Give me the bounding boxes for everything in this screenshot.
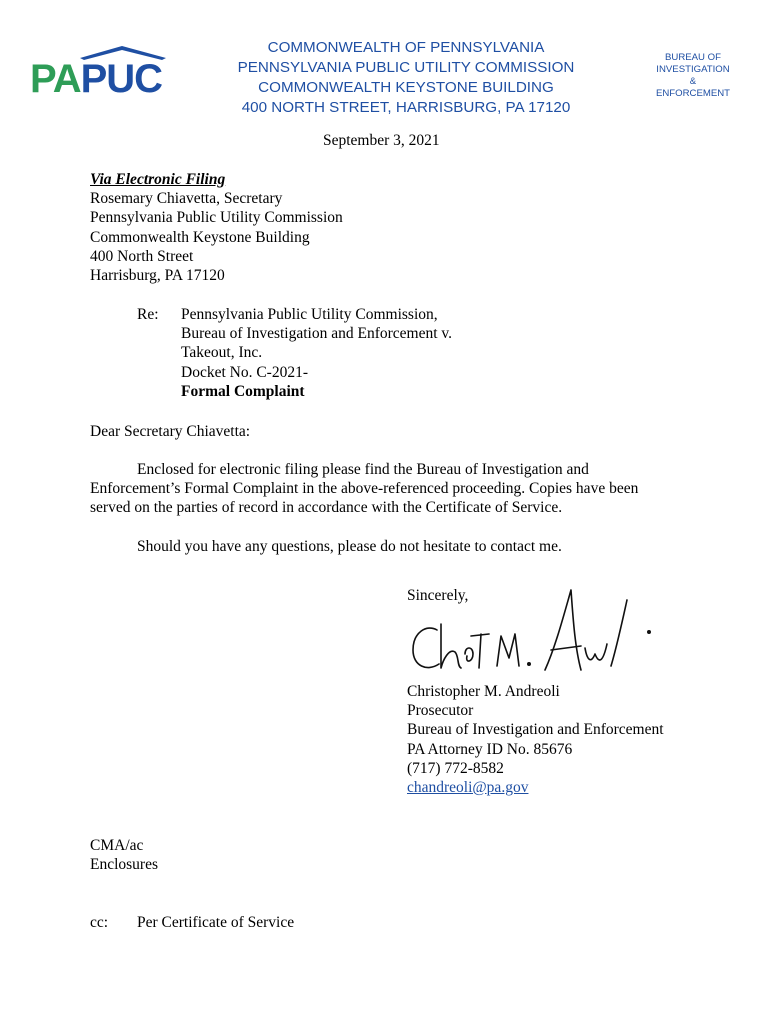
- signature-block: [407, 682, 664, 797]
- recipient-line: Harrisburg, PA 17120: [90, 266, 225, 284]
- cc-value: Per Certificate of Service: [137, 914, 295, 931]
- svg-text:PAPUC: PAPUC: [30, 57, 163, 96]
- initials-block: [90, 836, 158, 874]
- bureau-line: &: [689, 76, 697, 87]
- bureau-line: INVESTIGATION: [656, 64, 730, 75]
- re-line: Takeout, Inc.: [181, 344, 263, 362]
- papuc-logo: [30, 44, 166, 96]
- closing: Sincerely,: [407, 587, 469, 604]
- typist-initials: CMA/ac: [90, 837, 144, 854]
- paragraph-line: Enclosed for electronic filing please find the Bureau of Investigation and: [137, 461, 589, 478]
- signer-attorney-id: PA Attorney ID No. 85676: [407, 740, 573, 758]
- recipient-block: [90, 170, 343, 285]
- letterhead-line: COMMONWEALTH KEYSTONE BUILDING: [258, 79, 554, 96]
- recipient-line: Commonwealth Keystone Building: [90, 228, 310, 246]
- letterhead-line: COMMONWEALTH OF PENNSYLVANIA: [267, 39, 545, 56]
- bureau-line: ENFORCEMENT: [655, 88, 731, 99]
- signer-email-link[interactable]: chandreoli@pa.gov: [407, 778, 529, 796]
- letter-date: September 3, 2021: [323, 132, 440, 149]
- re-line: Pennsylvania Public Utility Commission,: [181, 306, 438, 323]
- via-electronic-filing: Via Electronic Filing: [90, 171, 226, 188]
- letterhead-line: 400 NORTH STREET, HARRISBURG, PA 17120: [241, 99, 571, 116]
- cc-label: cc:: [90, 914, 109, 931]
- letterhead-line: PENNSYLVANIA PUBLIC UTILITY COMMISSION: [237, 59, 575, 76]
- recipient-line: 400 North Street: [90, 247, 194, 265]
- re-line: Bureau of Investigation and Enforcement v.: [181, 325, 453, 343]
- body-paragraph-2: Should you have any questions, please do not hesitate to contact me.: [137, 538, 562, 555]
- enclosures-note: Enclosures: [90, 856, 159, 874]
- re-subject: [181, 305, 452, 401]
- letterhead-address: [220, 38, 592, 118]
- paragraph-line: served on the parties of record in accordance with the Certificate of Service.: [90, 499, 563, 517]
- re-label: Re:: [137, 306, 159, 323]
- salutation: Dear Secretary Chiavetta:: [90, 423, 251, 440]
- re-line: Docket No. C-2021-: [181, 363, 308, 381]
- handwritten-signature: [405, 588, 655, 678]
- bureau-label: [640, 52, 746, 100]
- signer-bureau: Bureau of Investigation and Enforcement: [407, 721, 664, 739]
- signer-name: Christopher M. Andreoli: [407, 683, 560, 700]
- bureau-line: BUREAU OF: [665, 52, 721, 63]
- recipient-line: Rosemary Chiavetta, Secretary: [90, 190, 283, 208]
- recipient-line: Pennsylvania Public Utility Commission: [90, 209, 343, 227]
- signer-title: Prosecutor: [407, 702, 474, 720]
- body-paragraph-1: [90, 460, 638, 518]
- signer-phone: (717) 772-8582: [407, 759, 504, 777]
- paragraph-line: Enforcement’s Formal Complaint in the above-referenced proceeding. Copies have been: [90, 480, 639, 498]
- re-document-type: Formal Complaint: [181, 382, 305, 400]
